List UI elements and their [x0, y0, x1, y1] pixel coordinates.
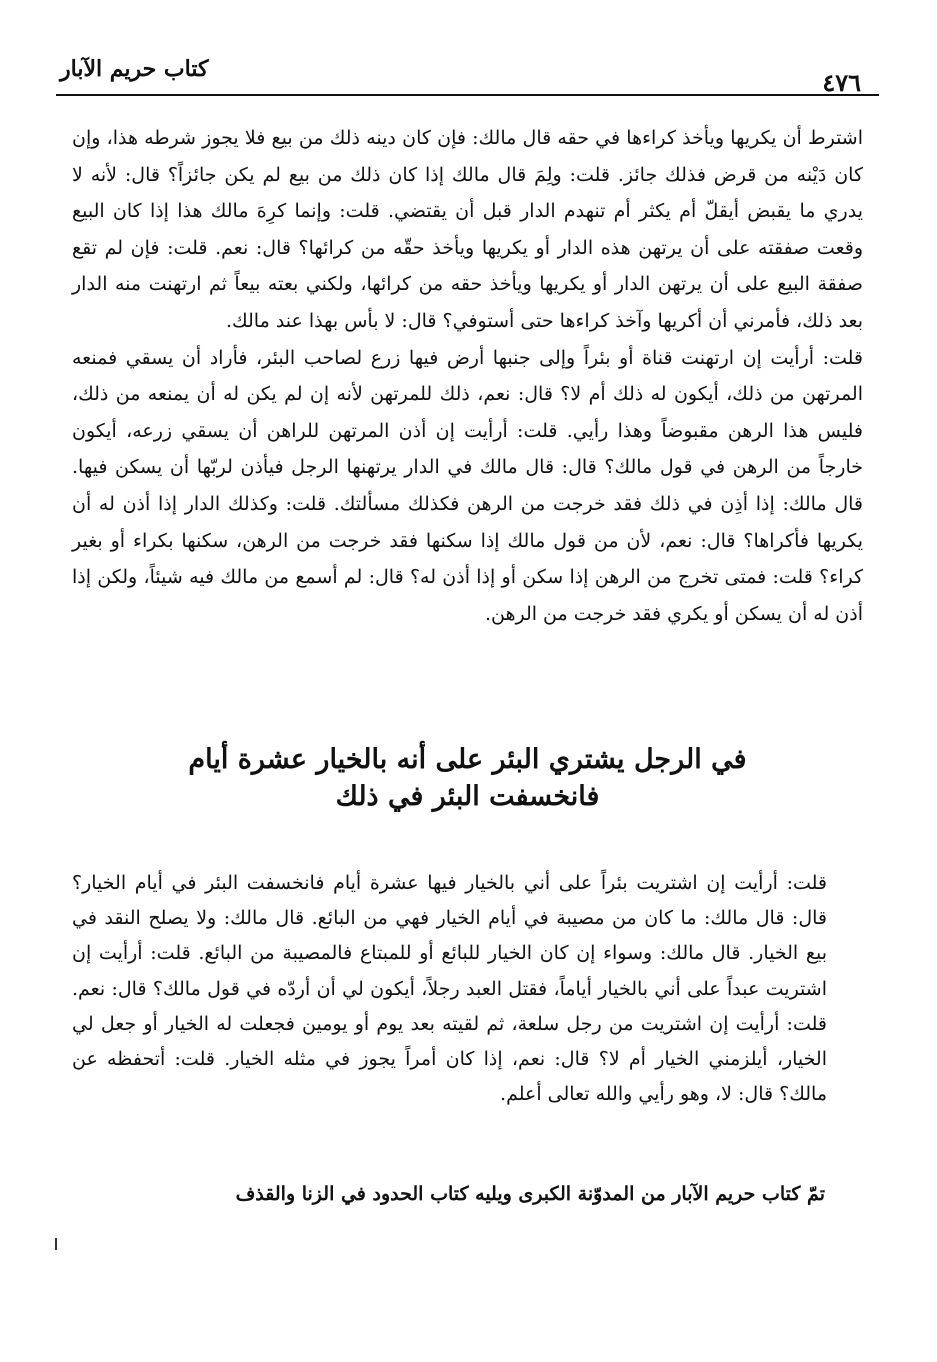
body-text-1 — [72, 120, 863, 632]
paragraph: اشترط أن يكريها ويأخذ كراءها في حقه قال مالك: فإن كان دينه ذلك من بيع فلا يجوز شرطه هذا، وإن كان دَيْنه من قرض فذلك جائز. قلت: ولِمَ قال مالك إذا كان ذلك من بيع لم يكن جائزاً؟ قال: لأنه لا يدري ما يقبض أيقلّ أم يكثر أم تنهدم الدار قبل أن يقتضي. قلت: وإنما كرِهَ مالك هذا إذا كان البيع وقعت صفقته على أن يرتهن هذه الدار أو يكريها ويأخذ حقّه من كرائها؟ قال: نعم. قلت: فإن لم تقع صفقة البيع على أن يرتهن الدار أو يكريها ويأخذ حقه من كرائها، ولكني بعته بيعاً ثم ارتهنت منه الدار بعد ذلك، فأمرني أن أكريها وآخذ كراءها حتى أستوفي؟ قال: لا بأس بهذا عند مالك. — [72, 127, 863, 332]
running-title: كتاب حريم الآبار — [60, 56, 209, 82]
scan-mark — [55, 1238, 57, 1250]
page-number: ٤٧٦ — [822, 68, 861, 97]
paragraph: قلت: أرأيت إن اشتريت بئراً على أني بالخيار فيها عشرة أيام فانخسفت البئر في أيام الخيار؟ قال: قال مالك: ما كان من مصيبة في أيام الخيار فهي من البائع. قال مالك: ولا يصلح النقد في بيع الخيار. قال مالك: وسواء إن كان الخيار للبائع أو للمبتاع فالمصيبة من البائع. قلت: أرأيت إن اشتريت عبداً على أني بالخيار أياماً، فقتل العبد رجلاً، أيكون لي أن أردّه في قول مالك؟ قال: نعم. قلت: أرأيت إن اشتريت من رجل سلعة، ثم لقيته بعد يوم أو يومين فجعلت له الخيار أو جعل لي الخيار، أيلزمني الخيار أم لا؟ قال: نعم، إذا كان أمراً يجوز في مثله الخيار. قلت: أتحفظه عن مالك؟ قال: لا، وهو رأيي والله تعالى أعلم. — [72, 872, 827, 1106]
section-heading-line-1: في الرجل يشتري البئر على أنه بالخيار عشرة أيام — [188, 744, 747, 775]
section-heading — [72, 741, 863, 815]
section-heading-line-2: فانخسفت البئر في ذلك — [335, 781, 600, 812]
colophon: تمّ كتاب حريم الآبار من المدوّنة الكبرى ويليه كتاب الحدود في الزنا والقذف — [235, 1183, 825, 1205]
body-text-2 — [72, 866, 863, 1112]
paragraph: قلت: أرأيت إن ارتهنت قناة أو بئراً وإلى جنبها أرض فيها زرع لصاحب البئر، فأراد أن يسقي فمنعه المرتهن من ذلك، أيكون له ذلك أم لا؟ قال: نعم، ذلك للمرتهن لأنه إن لم يكن له أن يمنعه من ذلك، فليس هذا الرهن مقبوضاً وهذا رأيي. قلت: أرأيت إن أذن المرتهن للراهن أن يسقي زرعه، أيكون خارجاً من الرهن في قول مالك؟ قال: قال مالك في الدار يرتهنها الرجل فيأذن لربّها أن يسكن فيها. قال مالك: إذا أذِن في ذلك فقد خرجت من الرهن فكذلك مسألتك. قلت: وكذلك الدار إذا أذن له أن يكريها فأكراها؟ قال: نعم، لأن من قول مالك إذا سكنها فقد خرجت من الرهن، سكنها بكراء أو بغير كراء؟ قلت: فمتى تخرج من الرهن إذا سكن أو إذا أذن له؟ قال: لم أسمع من مالك فيه شيئاً، ولكن إذا أذن له أن يسكن أو يكري فقد خرجت من الرهن. — [72, 346, 863, 625]
page-header — [56, 52, 879, 97]
header-divider — [56, 94, 879, 96]
